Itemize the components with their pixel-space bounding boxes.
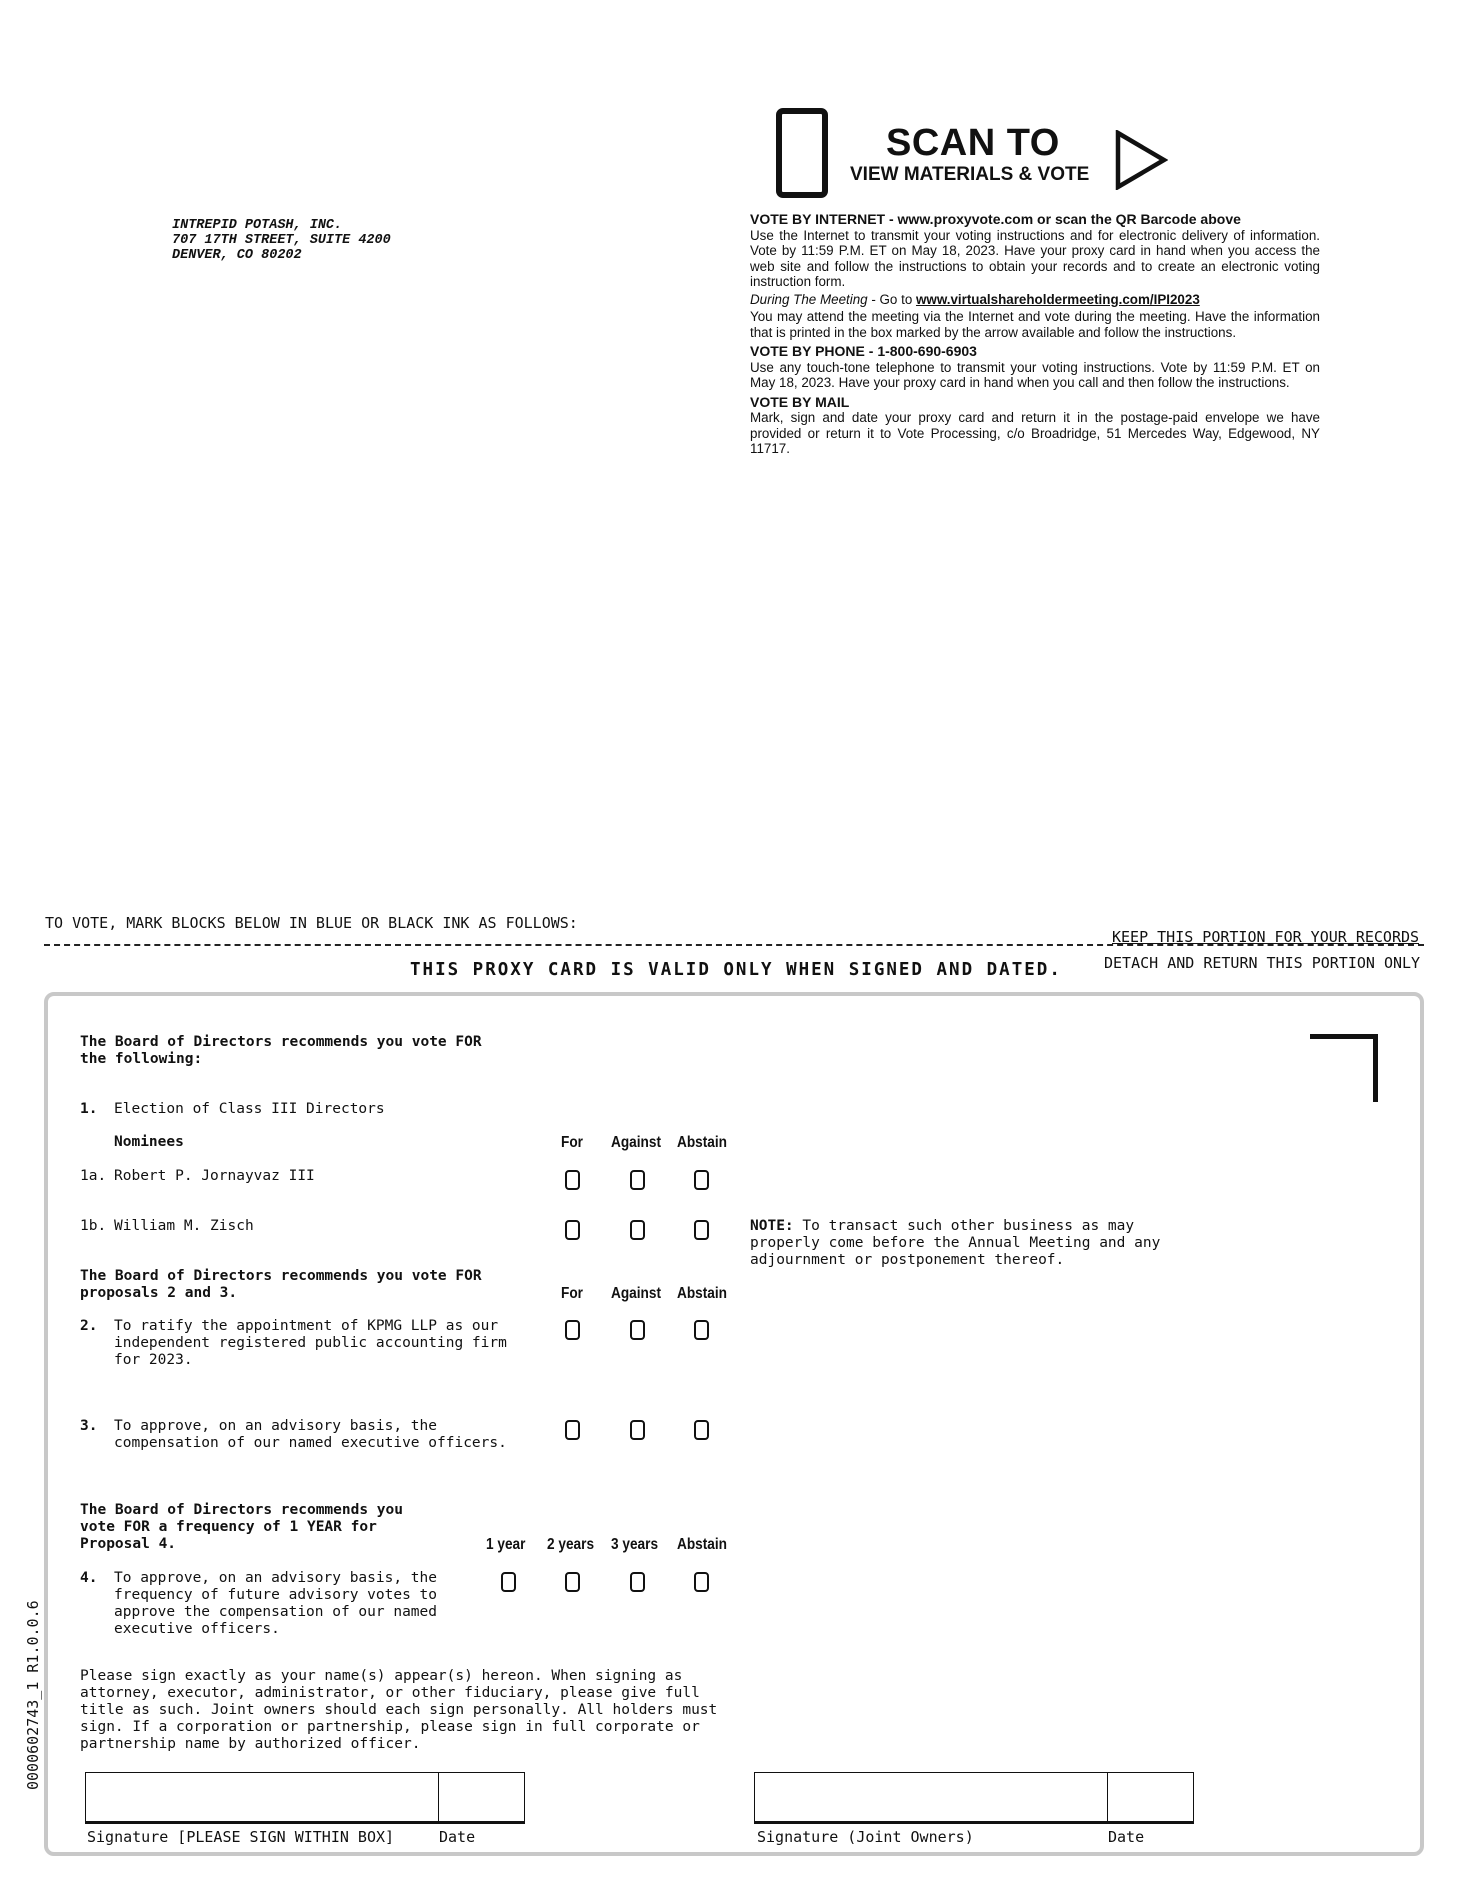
vote-4-1year-checkbox[interactable] [501, 1572, 516, 1592]
sign-instruction-line-5: partnership name by authorized officer. [80, 1736, 421, 1752]
meeting-goto: - Go to [867, 291, 916, 307]
recommendation-2-line-1: The Board of Directors recommends you vote FOR [80, 1268, 482, 1284]
joint-signature-label: Signature (Joint Owners) [757, 1828, 974, 1846]
registration-mark [1310, 1034, 1378, 1102]
nominees-label: Nominees [114, 1134, 184, 1150]
column-for: For [561, 1134, 583, 1151]
note-text-1: To transact such other business as may [793, 1218, 1135, 1234]
scan-banner [776, 108, 1176, 202]
vote-2-abstain-checkbox[interactable] [694, 1320, 709, 1340]
item-3-line-1: To approve, on an advisory basis, the [114, 1418, 438, 1434]
item-4-line-4: executive officers. [114, 1621, 280, 1637]
vote-1a-abstain-checkbox[interactable] [694, 1170, 709, 1190]
column-2-years: 2 years [547, 1536, 595, 1553]
nominee-1a-name: Robert P. Jornayvaz III [114, 1168, 315, 1184]
column-against-2: Against [611, 1285, 662, 1302]
smartphone-icon [776, 108, 828, 198]
recommendation-1-line-2: the following: [80, 1051, 203, 1067]
column-against: Against [611, 1134, 662, 1151]
keep-portion-label: KEEP THIS PORTION FOR YOUR RECORDS [1112, 928, 1420, 946]
meeting-body: You may attend the meeting via the Internet and vote during the meeting. Have the information that is printed in the box marked by the arrow available and follow the instructions. [750, 309, 1320, 340]
column-for-2: For [561, 1285, 583, 1302]
signature-box[interactable] [85, 1772, 525, 1824]
item-2-line-3: for 2023. [114, 1352, 193, 1368]
scan-title: SCAN TO [886, 122, 1060, 164]
vote-4-2years-checkbox[interactable] [565, 1572, 580, 1592]
item-2-number: 2. [80, 1318, 98, 1334]
vote-1a-for-checkbox[interactable] [565, 1170, 580, 1190]
nominee-1b-number: 1b. [80, 1218, 107, 1234]
column-abstain-3: Abstain [677, 1536, 728, 1553]
scan-subtitle: VIEW MATERIALS & VOTE [850, 164, 1090, 185]
internet-heading: VOTE BY INTERNET - www.proxyvote.com or scan the QR Barcode above [750, 211, 1241, 227]
sign-instruction-line-2: attorney, executor, administrator, or other fiduciary, please give full [80, 1685, 700, 1701]
note-line-2: properly come before the Annual Meeting and any [750, 1235, 1161, 1251]
nominee-1b-name: William M. Zisch [114, 1218, 254, 1234]
item-3-number: 3. [80, 1418, 98, 1434]
recommendation-1-line-1: The Board of Directors recommends you vote FOR [80, 1034, 482, 1050]
voting-instructions [750, 208, 1320, 457]
vote-2-for-checkbox[interactable] [565, 1320, 580, 1340]
item-3-line-2: compensation of our named executive officers. [114, 1435, 507, 1451]
recommendation-3-line-3: Proposal 4. [80, 1536, 177, 1552]
item-4-line-3: approve the compensation of our named [114, 1604, 438, 1620]
vote-1b-against-checkbox[interactable] [630, 1220, 645, 1240]
item-2-line-1: To ratify the appointment of KPMG LLP as our [114, 1318, 499, 1334]
note-label: NOTE: [750, 1218, 794, 1234]
item-2-line-2: independent registered public accounting firm [114, 1335, 507, 1351]
company-city: DENVER, CO 80202 [172, 248, 302, 263]
sign-instruction-line-4: sign. If a corporation or partnership, please sign in full corporate or [80, 1719, 700, 1735]
mail-heading: VOTE BY MAIL [750, 393, 850, 410]
item-4-line-2: frequency of future advisory votes to [114, 1587, 438, 1603]
signature-date-divider [438, 1773, 439, 1821]
recommendation-3-line-2: vote FOR a frequency of 1 YEAR for [80, 1519, 377, 1535]
company-name: INTREPID POTASH, INC. [172, 218, 343, 233]
meeting-line [750, 292, 1320, 308]
vote-3-against-checkbox[interactable] [630, 1420, 645, 1440]
valid-notice: THIS PROXY CARD IS VALID ONLY WHEN SIGNED AND DATED. [410, 960, 1062, 980]
nominee-1a-number: 1a. [80, 1168, 107, 1184]
play-arrow-icon [1114, 130, 1168, 190]
column-abstain-2: Abstain [677, 1285, 728, 1302]
vote-3-for-checkbox[interactable] [565, 1420, 580, 1440]
sign-instruction-line-3: title as such. Joint owners should each sign personally. All holders must [80, 1702, 718, 1718]
signature-label: Signature [PLEASE SIGN WITHIN BOX] [87, 1828, 395, 1846]
item-4-number: 4. [80, 1570, 98, 1586]
date-label: Date [439, 1828, 476, 1846]
vote-3-abstain-checkbox[interactable] [694, 1420, 709, 1440]
vote-1a-against-checkbox[interactable] [630, 1170, 645, 1190]
note-line-1 [750, 1218, 1134, 1235]
recommendation-3-line-1: The Board of Directors recommends you [80, 1502, 404, 1518]
item-1-text: Election of Class III Directors [114, 1101, 385, 1117]
phone-body: Use any touch-tone telephone to transmit your voting instructions. Vote by 11:59 P.M. ET on May 18, 2023. Have your proxy card in hand when you call and then follow the instructions. [750, 359, 1320, 390]
meeting-url-link[interactable]: www.virtualshareholdermeeting.com/IPI2023 [915, 291, 1200, 307]
to-vote-instruction: TO VOTE, MARK BLOCKS BELOW IN BLUE OR BLACK INK AS FOLLOWS: [45, 914, 578, 932]
vote-4-abstain-checkbox[interactable] [694, 1572, 709, 1592]
column-1-year: 1 year [486, 1536, 526, 1553]
document-code: 0000602743_1 R1.0.0.6 [24, 1600, 42, 1790]
recommendation-2-line-2: proposals 2 and 3. [80, 1285, 238, 1301]
column-3-years: 3 years [611, 1536, 659, 1553]
joint-signature-date-divider [1107, 1773, 1108, 1821]
vote-1b-for-checkbox[interactable] [565, 1220, 580, 1240]
vote-4-3years-checkbox[interactable] [630, 1572, 645, 1592]
item-1-number: 1. [80, 1101, 98, 1117]
column-abstain: Abstain [677, 1134, 728, 1151]
vote-2-against-checkbox[interactable] [630, 1320, 645, 1340]
vote-1b-abstain-checkbox[interactable] [694, 1220, 709, 1240]
item-4-line-1: To approve, on an advisory basis, the [114, 1570, 438, 1586]
joint-date-label: Date [1108, 1828, 1145, 1846]
joint-signature-box[interactable] [754, 1772, 1194, 1824]
detach-portion-label: DETACH AND RETURN THIS PORTION ONLY [1104, 954, 1421, 972]
sign-instruction-line-1: Please sign exactly as your name(s) appear(s) hereon. When signing as [80, 1668, 683, 1684]
note-line-3: adjournment or postponement thereof. [750, 1252, 1065, 1268]
meeting-label: During The Meeting [750, 291, 868, 307]
internet-body: Use the Internet to transmit your voting instructions and for electronic delivery of information. Vote by 11:59 P.M. ET on May 18, 2023. Have your proxy card in hand when you access the web site and follow the instructions to obtain your records and to create an electronic voting instruction form. [750, 227, 1320, 289]
phone-heading: VOTE BY PHONE - 1-800-690-6903 [750, 343, 977, 359]
mail-body: Mark, sign and date your proxy card and return it in the postage-paid envelope we have provided or return it to Vote Processing, c/o Broadridge, 51 Mercedes Way, Edgewood, NY 11717. [750, 410, 1320, 456]
company-street: 707 17TH STREET, SUITE 4200 [172, 233, 391, 248]
company-address [172, 218, 391, 263]
